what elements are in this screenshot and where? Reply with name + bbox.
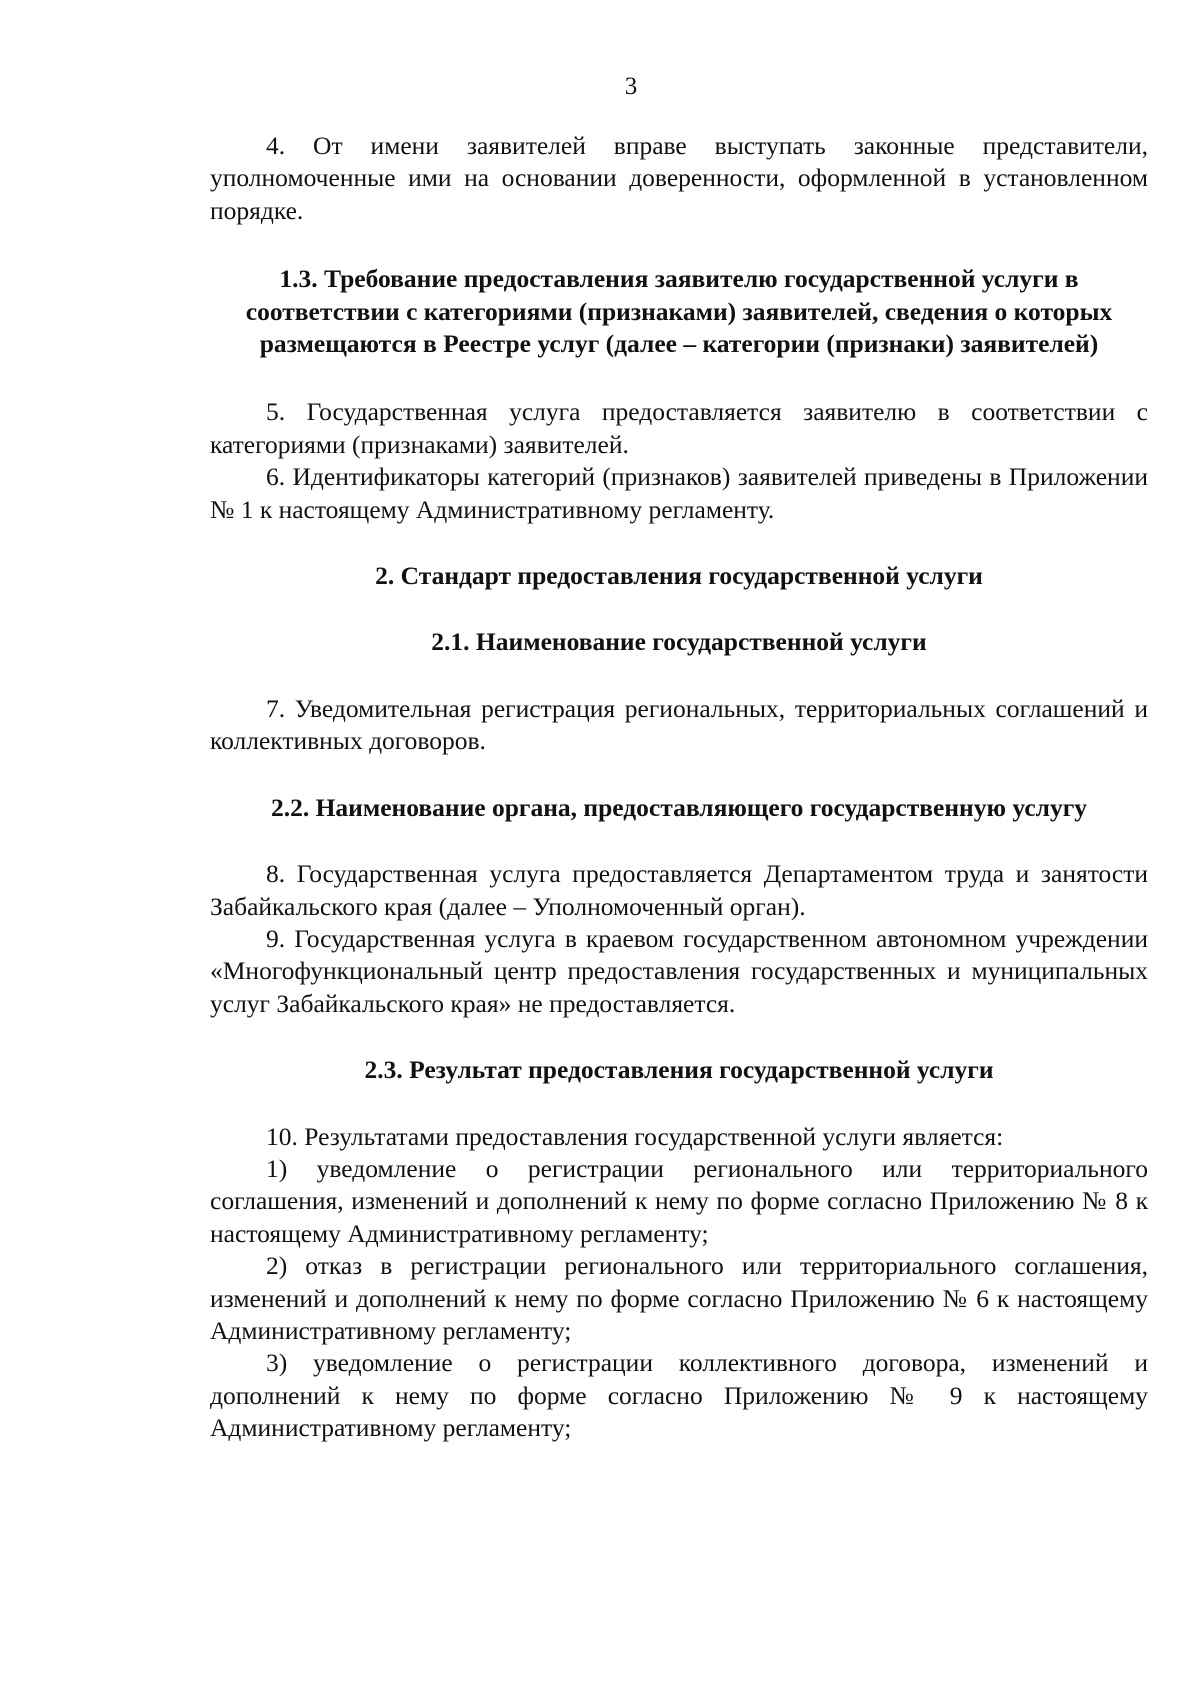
paragraph-10: 10. Результатами предоставления государственной услуги является:: [266, 1121, 1004, 1151]
paragraph-10-item-3: 3) уведомление о регистрации коллективного договора, изменений и дополнений к нему по форме согласно Приложению № 9 к настоящему Административному регламенту;: [210, 1348, 1148, 1443]
heading-2-1: 2.1. Наименование государственной услуги: [431, 627, 927, 657]
paragraph-8: 8. Государственная услуга предоставляется Департаментом труда и занятости Забайкальского края (далее – Уполномоченный орган).: [210, 859, 1148, 921]
paragraph-10-item-1: 1) уведомление о регистрации регионального или территориального соглашения, изменений и дополнений к нему по форме согласно Приложению № 8 к настоящему Административному регламенту;: [210, 1153, 1148, 1248]
document-body: [210, 130, 1148, 1445]
paragraph-10-item-2: 2) отказ в регистрации регионального или территориального соглашения, изменений и дополнений к нему по форме согласно Приложению № 6 к настоящему Административному регламенту;: [210, 1251, 1148, 1345]
heading-1-3: 1.3. Требование предоставления заявителю государственной услуги в соответствии с категориями (признаками) заявителей, сведения о которых размещаются в Реестре услуг (далее – категории (признаки) заявителей): [245, 264, 1113, 359]
paragraph-6: 6. Идентификаторы категорий (признаков) заявителей приведены в Приложении № 1 к настоящему Административному регламенту.: [210, 462, 1148, 524]
heading-2-2: 2.2. Наименование органа, предоставляющего государственную услугу: [270, 792, 1088, 822]
paragraph-4: 4. От имени заявителей вправе выступать законные представители, уполномоченные ими на основании доверенности, оформленной в установленном порядке.: [210, 131, 1148, 225]
heading-2: 2. Стандарт предоставления государственной услуги: [375, 561, 983, 591]
heading-2-3: 2.3. Результат предоставления государственной услуги: [364, 1055, 994, 1085]
paragraph-7: 7. Уведомительная регистрация региональных, территориальных соглашений и коллективных договоров.: [210, 693, 1148, 756]
paragraph-5: 5. Государственная услуга предоставляется заявителю в соответствии с категориями (признаками) заявителей.: [210, 397, 1148, 459]
page-number: 3: [624, 73, 638, 100]
paragraph-9: 9. Государственная услуга в краевом государственном автономном учреждении «Многофункциональный центр предоставления государственных и муниципальных услуг Забайкальского края» не предоставляется.: [210, 923, 1148, 1018]
